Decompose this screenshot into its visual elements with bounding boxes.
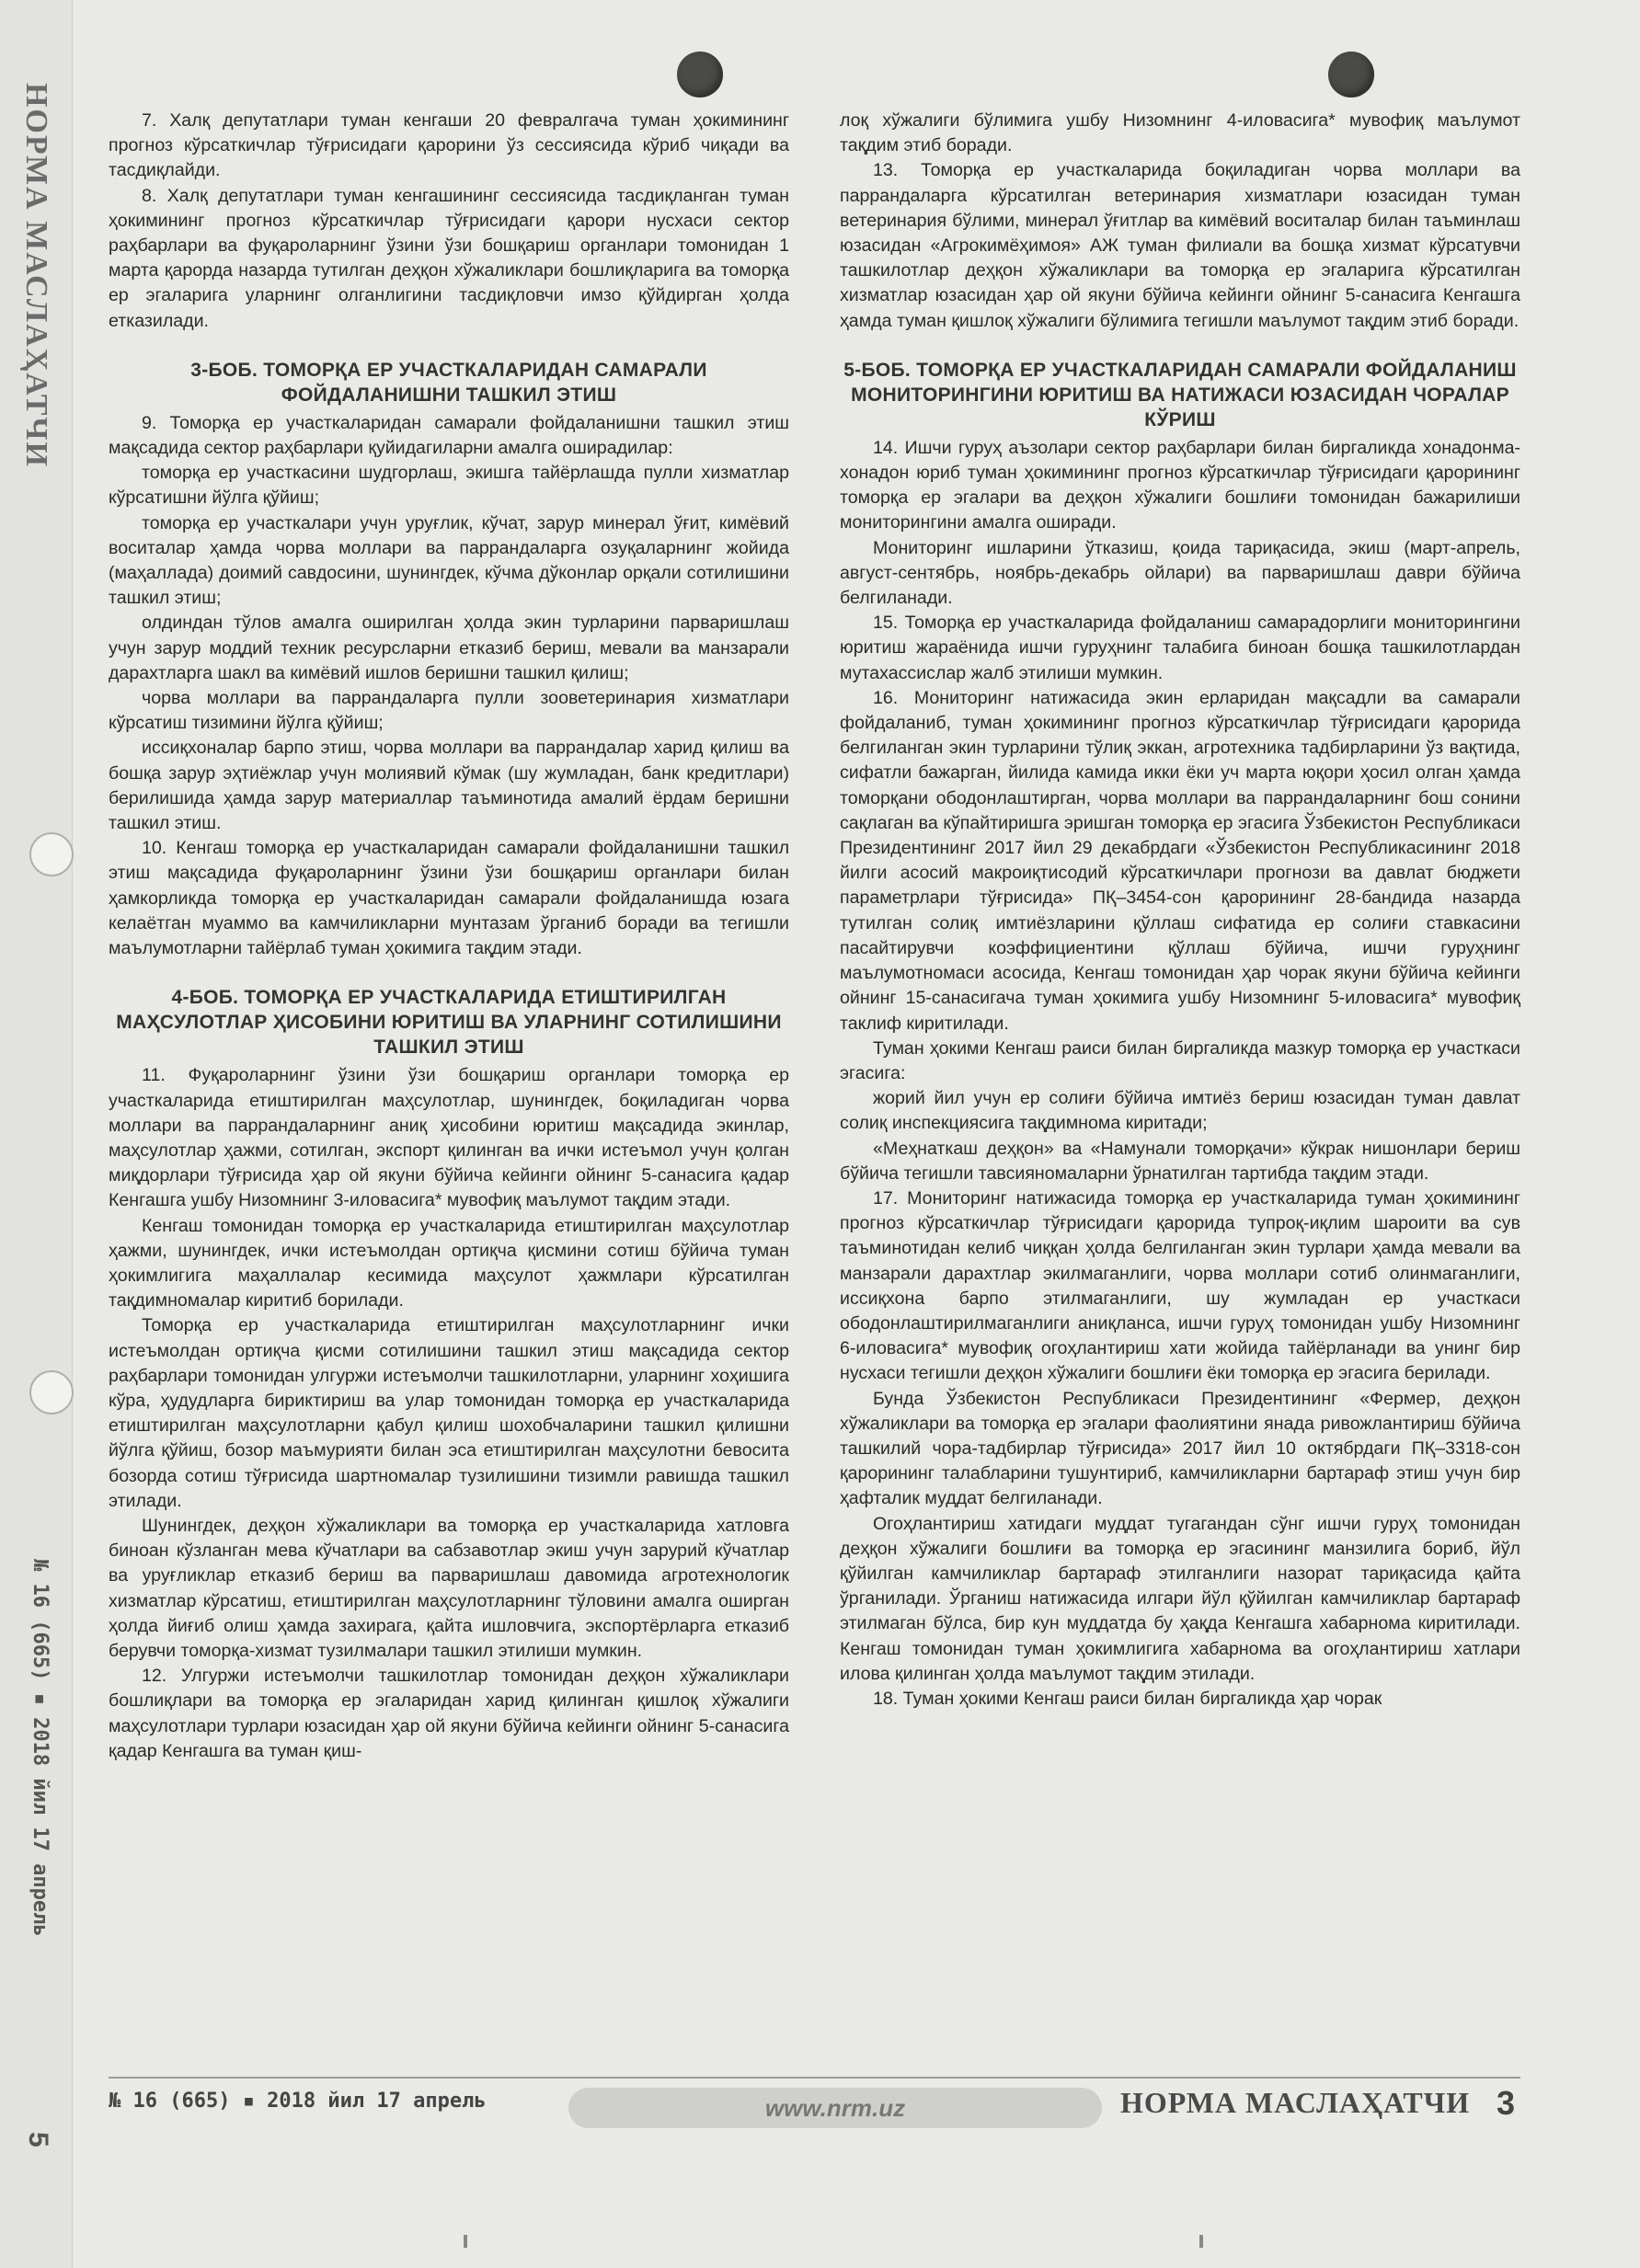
- right-column: [840, 109, 1520, 1712]
- page-footer: [109, 2077, 1520, 2134]
- paragraph-11: 11. Фуқароларнинг ўзини ўзи бошқариш органлари томорқа ер участкаларида етиштирилган маҳсулотлар, шунингдек, боқиладиган чорва моллари ва паррандаларнинг аниқ ҳисобини юритиш мақсадида экинлар, маҳсулотлар ҳажми, сотилган, экспорт қилинган ва ички истеъмол учун қолган миқдорлари тўғрисида ҳар ой якуни бўйича кейинги ойнинг 5-санасига қадар Кенгашга ушбу Низомнинг 3-иловасига* мувофиқ маълумот тақдим этади.: [109, 1065, 789, 1211]
- binder-ring-icon: [29, 832, 74, 876]
- bottom-edge: [0, 2207, 1640, 2268]
- footer-issue-info: № 16 (665) ▪ 2018 йил 17 апрель: [109, 2090, 487, 2113]
- side-issue-info: № 16 (665) ▪ 2018 йил 17 апрель: [29, 1559, 52, 1937]
- paragraph-8: 8. Халқ депутатлари туман кенгашининг сессиясида тасдиқланган туман ҳокимининг прогноз кўрсаткичлар тўғрисидаги қарори нусхаси сектор раҳбарлари ва фуқароларнинг ўзини ўзи бошқариш органлари томонидан 1 марта қарорда назарда тутилган деҳқон хўжаликлари бошлиқларига ва томорқа ер эгаларига уларнинг олганлигини тасдиқловчи имзо қўйдирган ҳолда етказилади.: [109, 185, 789, 331]
- paragraph-17-text: Бунда Ўзбекистон Республикаси Президентининг «Фермер, деҳқон хўжаликлари ва томорқа ер эгалари фаолиятини янада ривожлантириш бўйича ташкилий чора-тадбирлар тўғрисида» 2017 йил 10 октябрдаги ПҚ–3318-сон қарорининг талабларини тушунтириб, камчиликларни бартараф этиш учун бир ҳафталик муддат белгиланади.: [840, 1388, 1520, 1509]
- paragraph-16-item: «Меҳнаткаш деҳқон» ва «Намунали томорқачи» кўкрак нишонлари бериш бўйича тегишли тавсияномаларни ўрнатилган тартибда тақдим этади.: [840, 1138, 1520, 1184]
- side-strip: [0, 0, 73, 2268]
- paragraph-15: 15. Томорқа ер участкаларида фойдаланиш самарадорлиги мониторингини юритиш жараёнида ишчи гуруҳнинг талабига биноан бошқа ташкилотлардан мутахассислар жалб этилиши мумкин.: [840, 613, 1520, 683]
- paragraph-13: 13. Томорқа ер участкаларида боқиладиган чорва моллари ва паррандаларга кўрсатилган ветеринария хизматлари юзасидан туман ветеринария бўлими, минерал ўғитлар ва кимёвий воситалар билан таъминлаш юзасидан «Агрокимёҳимоя» АЖ туман филиали ва бошқа хизмат кўрсатувчи ташкилотлар деҳқон хўжаликлари ва томорқа ер эгаларига кўрсатилган хизматлар юзасидан ҳар ой якуни бўйича кейинги ойнинг 5-санасига Кенгашга ҳамда туман қишлоқ хўжалиги бўлимига тегишли маълумот тақдим этиб боради.: [840, 160, 1520, 331]
- paragraph-9-item: томорқа ер участкалари учун уруғлик, кўчат, зарур минерал ўғит, кимёвий воситалар ҳамда чорва моллари ва паррандаларга озуқаларнинг жойида (маҳаллада) доимий савдосини, шунингдек, кўчма дўконлар орқали сотилишини ташкил этиш;: [109, 512, 789, 609]
- punch-hole-icon: [1328, 52, 1374, 97]
- paragraph-16: 16. Мониторинг натижасида экин ерларидан мақсадли ва самарали фойдаланиб, туман ҳокимининг прогноз кўрсаткичлар тўғрисидаги қарорида белгиланган экин турларини тўлиқ эккан, агротехника тадбирларини ўз вақтида, сифатли бажарган, йилида камида икки ёки уч марта юқори ҳосил олган ҳамда томорқани ободонлаштирган, чорва моллари ва паррандаларнинг бош сонини сақлаган ва кўпайтиришга эришган томорқа ер эгасига Ўзбекистон Республикаси Президентининг 2017 йил 29 декабрдаги «Ўзбекистон Республикасининг 2018 йилги асосий макроиқтисодий кўрсаткичлари прогнози ва давлат бюджети параметрлари тўғрисида» ПҚ–3454-сон қарорининг 28-бандида назарда тутилган солиқ имтиёзларини қўллаш сифатида ер солиғи ставкасини пасайтирувчи коэффициентини қўллаш бўйича, ишчи гуруҳнинг маълумотномаси асосида, Кенгаш томонидан ҳар чорак якуни бўйича кейинги ойнинг 15-санасигача туман ҳокимига ушбу Низомнинг 5-иловасига* мувофиқ таклиф киритилади.: [840, 687, 1520, 1034]
- paragraph-17: 17. Мониторинг натижасида томорқа ер участкаларида туман ҳокимининг прогноз кўрсаткичлар тўғрисидаги қарорида тупроқ-иқлим шароити ва сув таъминотидан келиб чиққан ҳолда белгиланган экин турлари ҳамда мевали ва манзарали дарахтлар экилмаганлиги, чорва моллари сотиб олинмаганлиги, иссиқхона барпо этилмаганлиги, шу жумладан ер участкаси ободонлаштирилмаганлиги аниқланса, ишчи гуруҳ томонидан ушбу Низомнинг 6-иловасига* мувофиқ огоҳлантириш хати жойида тайёрланади ва унинг бир нусхаси тегишли деҳқон хўжалиги бошлиғи ёки томорқа ер эгасига берилади.: [840, 1187, 1520, 1384]
- paragraph-10: 10. Кенгаш томорқа ер участкаларидан самарали фойдаланишни ташкил этиш мақсадида фуқароларнинг ўзини ўзи бошқариш органлари билан ҳамкорликда томорқа ер участкаларидан самарали фойдаланишда юзага келаётган муаммо ва камчиликларни мунтазам ўрганиб боради ва тегишли маълумотларни тайёрлаб туман ҳокимига тақдим этади.: [109, 838, 789, 959]
- footer-url-pill: [568, 2088, 1102, 2128]
- paragraph-14: 14. Ишчи гуруҳ аъзолари сектор раҳбарлари билан биргаликда хонадонма-хонадон юриб туман ҳокимининг прогноз кўрсаткичлар тўғрисидаги қарорининг томорқа ер эгалари ва деҳқон хўжалиги бошлиғи томонидан бажарилиши мониторингини амалга оширади.: [840, 437, 1520, 533]
- paragraph-12-continued: лоқ хўжалиги бўлимига ушбу Низомнинг 4-иловасига* мувофиқ маълумот тақдим этиб боради.: [840, 110, 1520, 156]
- chapter-4-heading: 4-БОБ. ТОМОРҚА ЕР УЧАСТКАЛАРИДА ЕТИШТИРИЛГАН МАҲСУЛОТЛАР ҲИСОБИНИ ЮРИТИШ ВА УЛАРНИНГ СОТИЛИШИНИ ТАШКИЛ ЭТИШ: [116, 987, 782, 1059]
- paragraph-9-item: чорва моллари ва паррандаларга пулли зооветеринария хизматлари кўрсатиш тизимини йўлга қўйиш;: [109, 688, 789, 734]
- chapter-3-heading: 3-БОБ. ТОМОРҚА ЕР УЧАСТКАЛАРИДАН САМАРАЛИ ФОЙДАЛАНИШНИ ТАШКИЛ ЭТИШ: [190, 359, 707, 406]
- side-page-number: 5: [23, 2132, 53, 2148]
- left-column: [109, 109, 789, 1764]
- paragraph-14-text: Мониторинг ишларини ўтказиш, қоида тариқасида, экиш (март-апрель, август-сентябрь, ноябрь-декабрь ойлари) ва парваришлаш даври бўйича белгиланади.: [840, 537, 1520, 609]
- paragraph-9: 9. Томорқа ер участкаларидан самарали фойдаланишни ташкил этиш мақсадида сектор раҳбарлари қуйидагиларни амалга оширадилар:: [109, 412, 789, 459]
- footer-page-number: 3: [1496, 2084, 1515, 2122]
- trim-mark-icon: [464, 2235, 467, 2248]
- paragraph-12: 12. Улгуржи истеъмолчи ташкилотлар томонидан деҳқон хўжаликлари бошлиқлари ва томорқа ер эгаларидан харид қилинган қишлоқ хўжалиги маҳсулотлари турлари юзасидан ҳар ой якуни бўйича кейинги ойнинг 5-санасига қадар Кенгашга ва туман қиш-: [109, 1666, 789, 1761]
- paragraph-9-item: олдиндан тўлов амалга оширилган ҳолда экин турларини парваришлаш учун зарур моддий техник ресурсларни етказиб бериш, мевали ва манзарали дарахтларга шакл ва кимёвий ишлов беришни ташкил қилиш;: [109, 613, 789, 683]
- paragraph-7: 7. Халқ депутатлари туман кенгаши 20 февралгача туман ҳокимининг прогноз кўрсаткичлар тўғрисидаги қарорини ўз сессиясида кўриб чиқади ва тасдиқлайди.: [109, 110, 789, 181]
- side-magazine-title: НОРМА МАСЛАҲАТЧИ: [19, 83, 53, 468]
- paragraph-16-item: жорий йил учун ер солиғи бўйича имтиёз бериш юзасидан туман давлат солиқ инспекциясига тақдимнома киритади;: [840, 1088, 1520, 1134]
- paragraph-11-text: Томорқа ер участкаларида етиштирилган маҳсулотларнинг ички истеъмолдан ортиқча қисми сотилишини ташкил этиш мақсадида сектор раҳбарлари томонидан улгуржи истеъмолчи ташкилотларни, уларнинг хоҳишига кўра, ҳудудларга бириктириш ва улар томонидан томорқа ер участкаларида етиштирилган маҳсулотларни қабул қилиш шохобчаларини ташкил қилишни йўлга қўйиш, бозор маъмурияти билан эса етиштирилган маҳсулотни бевосита бозорда сотиш тўғрисида шартномалар тузилишини тизимли равишда ташкил этилади.: [109, 1315, 789, 1511]
- trim-mark-icon: [1199, 2235, 1203, 2248]
- paragraph-11-text: Кенгаш томонидан томорқа ер участкаларида етиштирилган маҳсулотлар ҳажми, шунингдек, ички истеъмолдан ортиқча қисмини сотиш бўйича туман ҳокимлигига маҳаллалар кесимида маҳсулот ҳажмлари кўрсатилган тақдимномалар киритиб борилади.: [109, 1215, 789, 1312]
- paragraph-9-item: томорқа ер участкасини шудгорлаш, экишга тайёрлашда пулли хизматлар кўрсатишни йўлга қўйиш;: [109, 463, 789, 509]
- paragraph-11-text: Шунингдек, деҳқон хўжаликлари ва томорқа ер участкаларида хатловга биноан кўзланган мева кўчатлари ва сабзавотлар экиш учун зарурий кўчатлар ва уруғликлар етказиб бериш ва парваришлаш давомида агротехнологик хизматлар кўрсатиш, етиштирилган маҳсулотларнинг тўловини амалга оширган ҳолда йиғиб олиш ҳамда захирага, қайта ишловчига, экспортёрларга етказиб берувчи томорқа-хизмат тузилмалари ташкил этилиши мумкин.: [109, 1515, 789, 1661]
- paragraph-17-text: Огоҳлантириш хатидаги муддат тугагандан сўнг ишчи гуруҳ томонидан деҳқон хўжалиги бошлиғи ва томорқа ер эгасининг манзилига бориб, йўл қўйилган камчиликлар бартараф этилганлиги назорат тариқасида қайта ўрганилади. Ўрганиш натижасида илгари йўл қўйилган камчиликлар бартараф этилмаган бўлса, бир кун муддатда бу ҳақда Кенгашга хабарнома киритилади. Кенгаш томонидан туман ҳокимлигига хабарнома ва огоҳлантириш хатлари илова қилинган ҳолда маълумот тақдим этилади.: [840, 1513, 1520, 1684]
- footer-url[interactable]: www.nrm.uz: [764, 2094, 906, 2122]
- chapter-5-heading: 5-БОБ. ТОМОРҚА ЕР УЧАСТКАЛАРИДАН САМАРАЛИ ФОЙДАЛАНИШ МОНИТОРИНГИНИ ЮРИТИШ ВА НАТИЖАСИ ЮЗАСИДАН ЧОРАЛАР КЎРИШ: [843, 359, 1517, 430]
- punch-hole-icon: [677, 52, 723, 97]
- paragraph-18: 18. Туман ҳокими Кенгаш раиси билан биргаликда ҳар чорак: [873, 1688, 1382, 1709]
- binder-ring-icon: [29, 1370, 74, 1415]
- paragraph-16-text: Туман ҳокими Кенгаш раиси билан биргаликда мазкур томорқа ер участкаси эгасига:: [840, 1037, 1520, 1083]
- paragraph-9-item: иссиқхоналар барпо этиш, чорва моллари ва паррандалар харид қилиш ва бошқа зарур эҳтиёжлар учун молиявий кўмак (шу жумладан, банк кредитлари) берилишида ҳамда зарур материаллар таъминотида амалий ёрдам беришни ташкил этиш.: [109, 738, 789, 834]
- footer-brand: НОРМА МАСЛАҲАТЧИ: [1120, 2086, 1471, 2119]
